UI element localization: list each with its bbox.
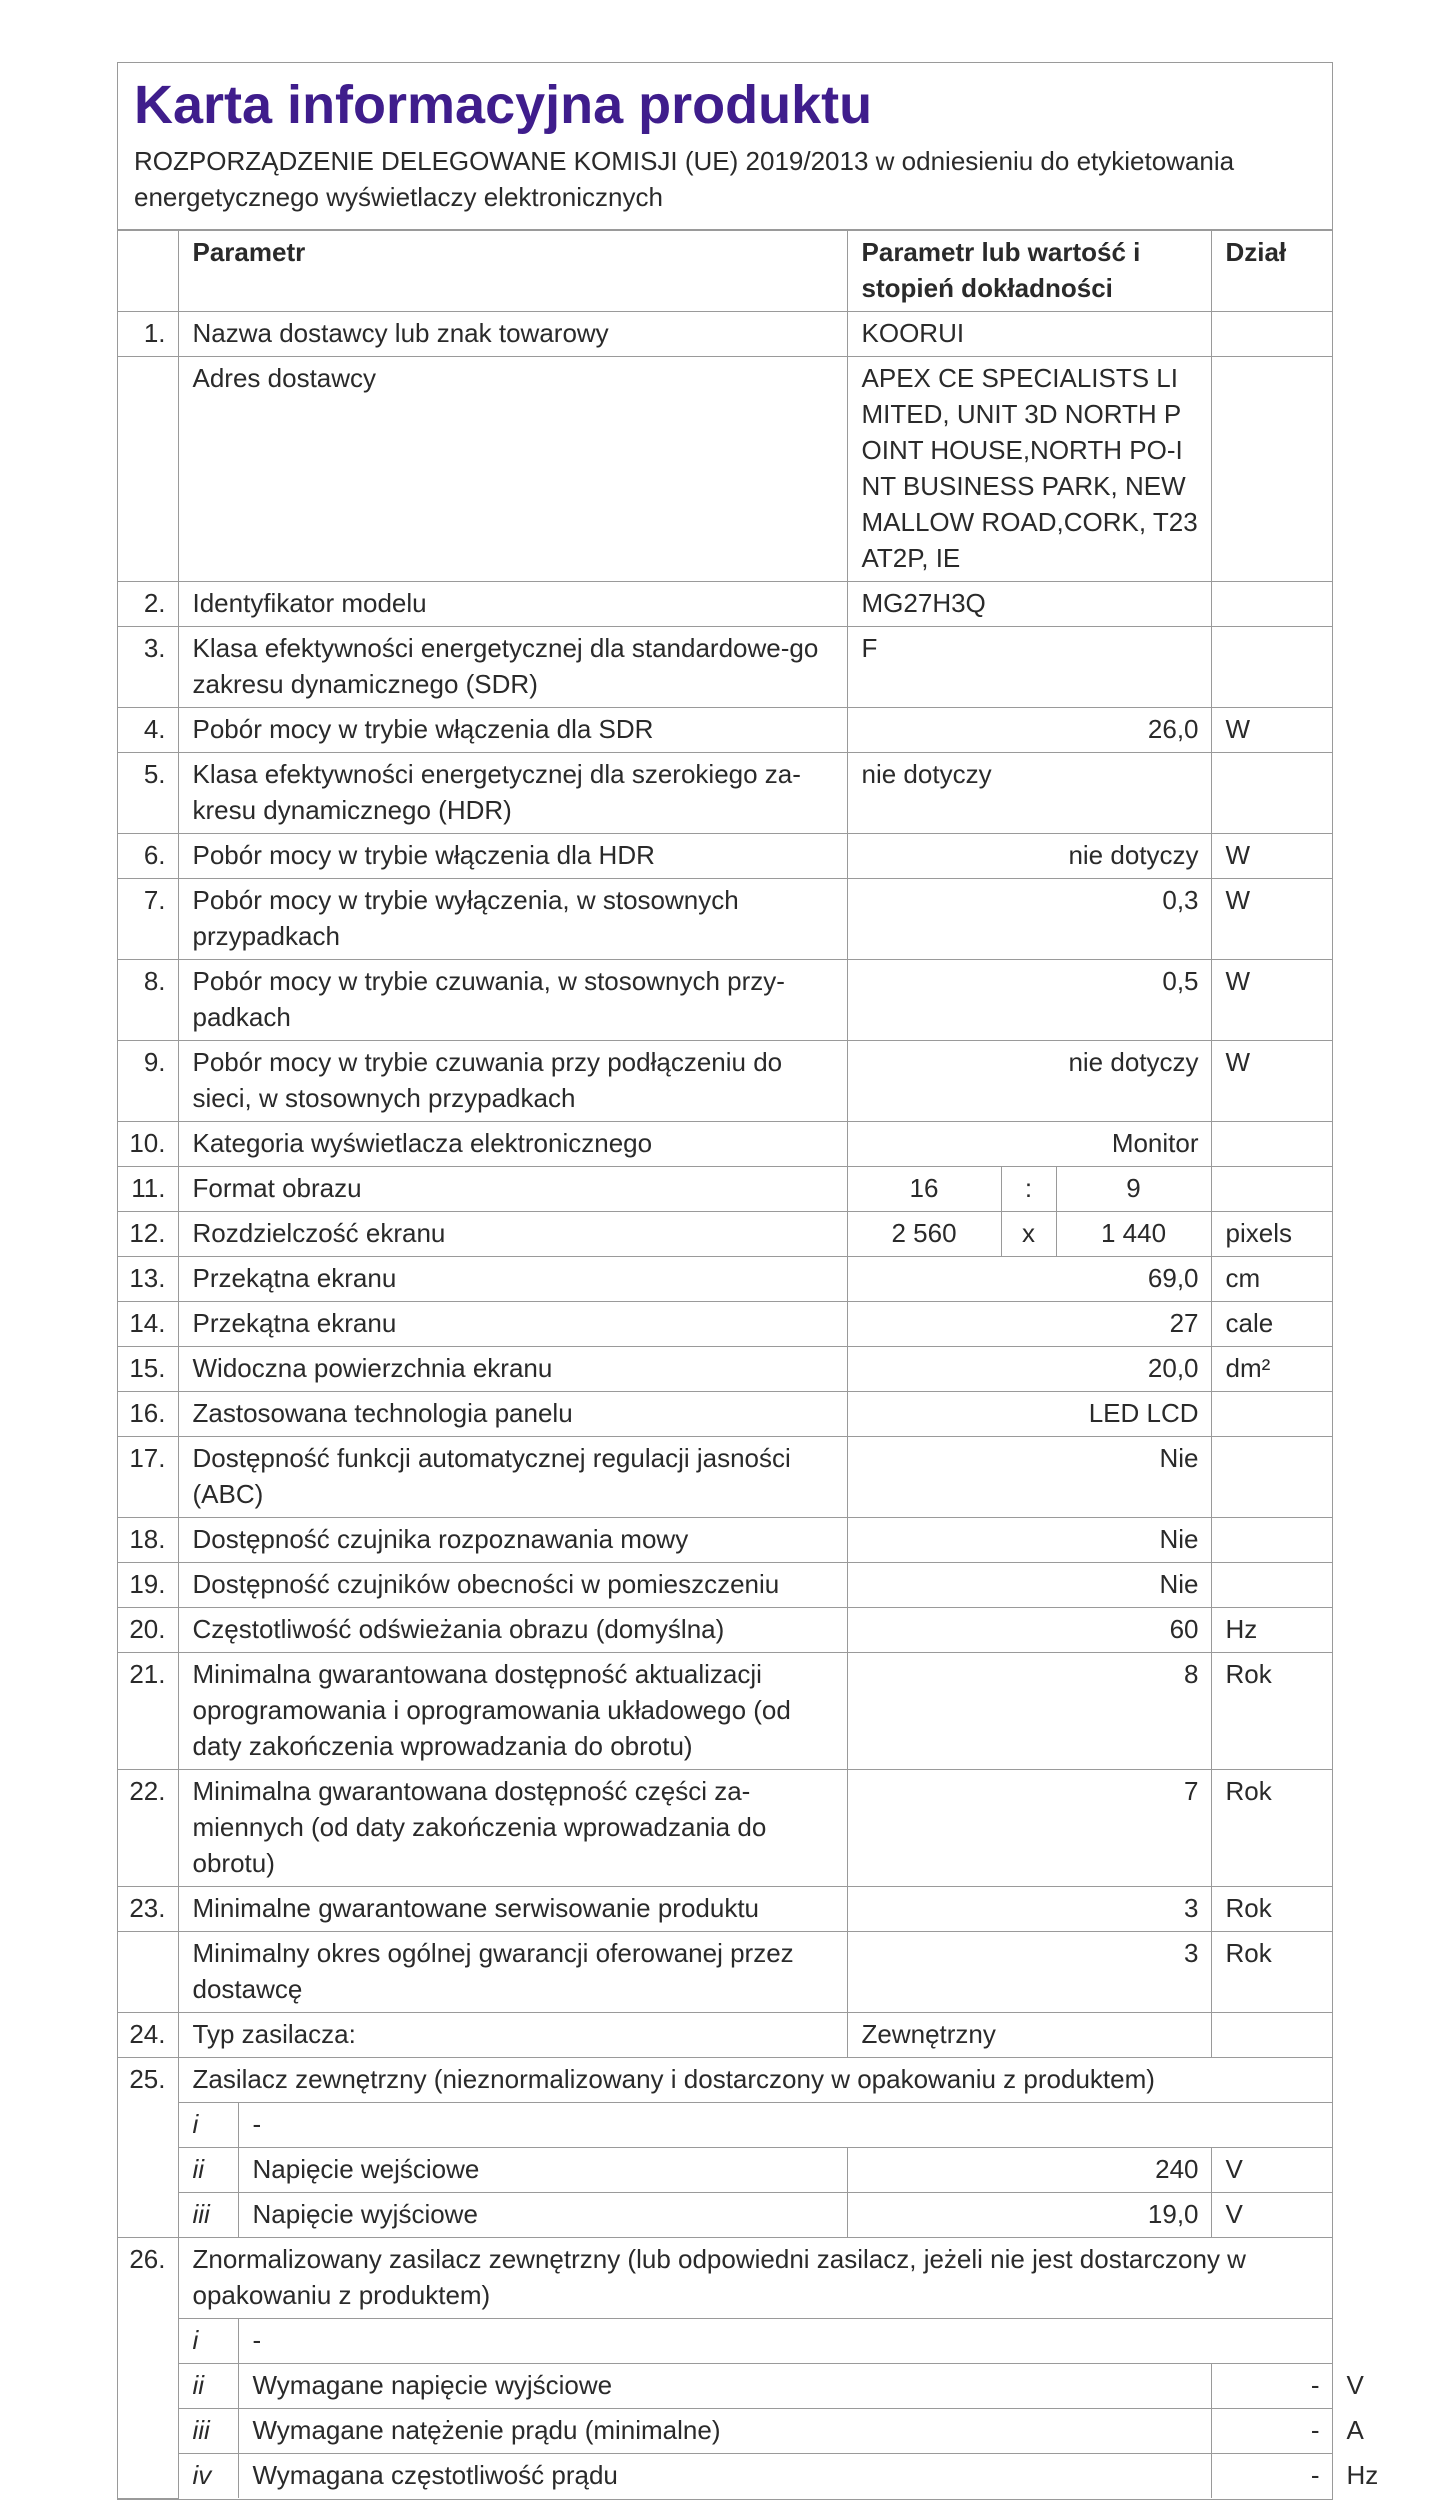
row-number: 5. xyxy=(118,753,178,834)
row-number: 25. xyxy=(118,2058,178,2238)
parameter-label: Widoczna powierzchnia ekranu xyxy=(178,1347,847,1392)
parameter-label: Pobór mocy w trybie włączenia dla HDR xyxy=(178,834,847,879)
row-number: 20. xyxy=(118,1608,178,1653)
row-number: 9. xyxy=(118,1041,178,1122)
parameter-unit: Rok xyxy=(1211,1887,1332,1932)
sub-row-label: Wymagane natężenie prądu (minimalne) xyxy=(238,2409,1211,2454)
parameter-value: Nie xyxy=(847,1437,1211,1518)
parameter-label: Minimalna gwarantowana dostępność aktualizacji oprogramowania i oprogramowania układowego (od daty zakończenia wprowadzania do obrotu) xyxy=(178,1653,847,1770)
table-row xyxy=(118,879,1332,960)
parameter-unit xyxy=(1211,1122,1332,1167)
row-number xyxy=(118,357,178,582)
parameter-value: 0,5 xyxy=(847,960,1211,1041)
table-row xyxy=(118,357,1332,582)
table-row xyxy=(118,1041,1332,1122)
parameter-label: Identyfikator modelu xyxy=(178,582,847,627)
row-number: 23. xyxy=(118,1887,178,1932)
parameter-unit xyxy=(1211,312,1332,357)
parameter-value: 27 xyxy=(847,1302,1211,1347)
sub-row-label: Wymagana częstotliwość prądu xyxy=(238,2454,1211,2499)
row-number: 12. xyxy=(118,1212,178,1257)
section-label: Znormalizowany zasilacz zewnętrzny (lub odpowiedni zasilacz, jeżeli nie jest dostarczony w opakowaniu z produktem) xyxy=(178,2238,1332,2319)
parameter-value: Nie xyxy=(847,1563,1211,1608)
aspect-ratio-separator: : xyxy=(1001,1167,1056,1212)
parameter-unit: Hz xyxy=(1211,1608,1332,1653)
parameter-label: Klasa efektywności energetycznej dla szerokiego za-kresu dynamicznego (HDR) xyxy=(178,753,847,834)
row-number: 21. xyxy=(118,1653,178,1770)
parameter-unit: dm² xyxy=(1211,1347,1332,1392)
parameter-value: 7 xyxy=(847,1770,1211,1887)
parameter-unit xyxy=(1211,1167,1332,1212)
resolution-width: 2 560 xyxy=(847,1212,1001,1257)
parameter-value: nie dotyczy xyxy=(847,1041,1211,1122)
parameter-unit: W xyxy=(1211,879,1332,960)
parameter-value: MG27H3Q xyxy=(847,582,1211,627)
parameter-unit xyxy=(1211,1437,1332,1518)
aspect-ratio-height: 9 xyxy=(1056,1167,1211,1212)
table-row xyxy=(118,708,1332,753)
parameter-value: nie dotyczy xyxy=(847,834,1211,879)
parameter-unit: W xyxy=(1211,834,1332,879)
sheet-header xyxy=(118,63,1332,230)
parameter-value: F xyxy=(847,627,1211,708)
parameter-value: LED LCD xyxy=(847,1392,1211,1437)
parameter-unit: W xyxy=(1211,960,1332,1041)
product-information-sheet xyxy=(117,62,1379,2500)
row-number: 15. xyxy=(118,1347,178,1392)
parameter-label: Zastosowana technologia panelu xyxy=(178,1392,847,1437)
resolution-height: 1 440 xyxy=(1056,1212,1211,1257)
row-number: 2. xyxy=(118,582,178,627)
sub-row xyxy=(118,2148,1332,2193)
parameter-label: Przekątna ekranu xyxy=(178,1257,847,1302)
row-number-cell xyxy=(118,231,178,312)
parameter-unit xyxy=(1211,357,1332,582)
sub-row-label: Wymagane napięcie wyjściowe xyxy=(238,2364,1211,2409)
sub-row xyxy=(118,2193,1332,2238)
parameter-label: Adres dostawcy xyxy=(178,357,847,582)
row-number: 14. xyxy=(118,1302,178,1347)
sub-row-unit: V xyxy=(1211,2193,1332,2238)
parameter-value: 8 xyxy=(847,1653,1211,1770)
sub-row-index: iii xyxy=(178,2409,238,2454)
row-number: 10. xyxy=(118,1122,178,1167)
sub-row-unit: V xyxy=(1211,2148,1332,2193)
parameter-unit: W xyxy=(1211,1041,1332,1122)
table-row xyxy=(118,1887,1332,1932)
resolution-separator: x xyxy=(1001,1212,1056,1257)
parameter-unit: W xyxy=(1211,708,1332,753)
sub-row-value: - xyxy=(1211,2364,1332,2409)
parameter-value: 69,0 xyxy=(847,1257,1211,1302)
table-row xyxy=(118,1932,1332,2013)
table-row xyxy=(118,582,1332,627)
table-row xyxy=(118,627,1332,708)
row-number: 24. xyxy=(118,2013,178,2058)
table-row xyxy=(118,1167,1332,1212)
parameter-unit xyxy=(1211,1392,1332,1437)
parameter-label: Dostępność czujnika rozpoznawania mowy xyxy=(178,1518,847,1563)
parameter-value: 3 xyxy=(847,1932,1211,2013)
parameter-value: 3 xyxy=(847,1887,1211,1932)
sub-row xyxy=(118,2319,1332,2364)
sub-row-value: 19,0 xyxy=(847,2193,1211,2238)
page-title: Karta informacyjna produktu xyxy=(134,75,873,135)
parameter-unit xyxy=(1211,2013,1332,2058)
sub-row: iii Wymagane natężenie prądu (minimalne) - A xyxy=(118,2409,1332,2454)
table-row xyxy=(118,1122,1332,1167)
parameter-label: Przekątna ekranu xyxy=(178,1302,847,1347)
table-row xyxy=(118,1608,1332,1653)
sub-row-label: - xyxy=(238,2319,1332,2364)
parameter-label: Format obrazu xyxy=(178,1167,847,1212)
table-row xyxy=(118,1437,1332,1518)
parameter-value: Zewnętrzny xyxy=(847,2013,1211,2058)
row-number: 26. xyxy=(118,2238,178,2499)
sub-row-label: - xyxy=(238,2103,1332,2148)
parameter-label: Kategoria wyświetlacza elektronicznego xyxy=(178,1122,847,1167)
table-row xyxy=(118,1257,1332,1302)
row-number: 6. xyxy=(118,834,178,879)
parameter-label: Minimalna gwarantowana dostępność części za-miennych (od daty zakończenia wprowadzania do obrotu) xyxy=(178,1770,847,1887)
row-number: 1. xyxy=(118,312,178,357)
row-number: 4. xyxy=(118,708,178,753)
parameter-value: Nie xyxy=(847,1518,1211,1563)
parameter-label: Rozdzielczość ekranu xyxy=(178,1212,847,1257)
parameter-value: Monitor xyxy=(847,1122,1211,1167)
table-row xyxy=(118,1518,1332,1563)
parameter-label: Minimalny okres ogólnej gwarancji oferowanej przez dostawcę xyxy=(178,1932,847,2013)
table-row xyxy=(118,1347,1332,1392)
row-number: 16. xyxy=(118,1392,178,1437)
parameter-unit: Rok xyxy=(1211,1932,1332,2013)
parameter-value: 60 xyxy=(847,1608,1211,1653)
parameter-value: 26,0 xyxy=(847,708,1211,753)
parameter-unit: cm xyxy=(1211,1257,1332,1302)
sub-row-label: Napięcie wyjściowe xyxy=(238,2193,847,2238)
parameter-unit: pixels xyxy=(1211,1212,1332,1257)
sub-row-index: ii xyxy=(178,2364,238,2409)
parameter-label: Częstotliwość odświeżania obrazu (domyślna) xyxy=(178,1608,847,1653)
column-header-value: Parametr lub wartość i stopień dokładności xyxy=(847,231,1211,312)
sub-row-index: i xyxy=(178,2319,238,2364)
table-row xyxy=(118,753,1332,834)
row-number: 19. xyxy=(118,1563,178,1608)
parameter-label: Dostępność funkcji automatycznej regulacji jasności (ABC) xyxy=(178,1437,847,1518)
sub-row-label: Napięcie wejściowe xyxy=(238,2148,847,2193)
parameter-label: Pobór mocy w trybie czuwania przy podłączeniu do sieci, w stosownych przypadkach xyxy=(178,1041,847,1122)
parameter-label: Nazwa dostawcy lub znak towarowy xyxy=(178,312,847,357)
parameter-label: Klasa efektywności energetycznej dla standardowe-go zakresu dynamicznego (SDR) xyxy=(178,627,847,708)
product-parameters-table xyxy=(118,230,1379,2499)
table-row xyxy=(118,1563,1332,1608)
parameter-unit: cale xyxy=(1211,1302,1332,1347)
table-header-row xyxy=(118,231,1332,312)
sub-row-index: iv xyxy=(178,2454,238,2499)
row-number: 8. xyxy=(118,960,178,1041)
parameter-value: nie dotyczy xyxy=(847,753,1211,834)
column-header-unit: Dział xyxy=(1211,231,1332,312)
table-row xyxy=(118,2238,1332,2319)
supplier-address-value: APEX CE SPECIALISTS LIMITED, UNIT 3D NORTH POINT HOUSE,NORTH PO-INT BUSINESS PARK, NEW MALLOW ROAD,CORK, T23 AT2P, IE xyxy=(847,357,1211,582)
sub-row-index: iii xyxy=(178,2193,238,2238)
sub-row-value: - xyxy=(1211,2454,1332,2499)
table-row xyxy=(118,1302,1332,1347)
sub-row: iv Wymagana częstotliwość prądu - Hz xyxy=(118,2454,1332,2499)
table-row xyxy=(118,834,1332,879)
parameter-unit xyxy=(1211,1563,1332,1608)
table-row xyxy=(118,1212,1332,1257)
sub-row-index: ii xyxy=(178,2148,238,2193)
sub-row: ii Wymagane napięcie wyjściowe - V xyxy=(118,2364,1332,2409)
parameter-label: Minimalne gwarantowane serwisowanie produktu xyxy=(178,1887,847,1932)
row-number: 3. xyxy=(118,627,178,708)
section-label: Zasilacz zewnętrzny (nieznormalizowany i dostarczony w opakowaniu z produktem) xyxy=(178,2058,1332,2103)
table-row xyxy=(118,960,1332,1041)
row-number xyxy=(118,1932,178,2013)
parameter-label: Pobór mocy w trybie włączenia dla SDR xyxy=(178,708,847,753)
table-row xyxy=(118,2058,1332,2103)
table-row xyxy=(118,2013,1332,2058)
row-number: 13. xyxy=(118,1257,178,1302)
column-header-param: Parametr xyxy=(178,231,847,312)
sub-row-index: i xyxy=(178,2103,238,2148)
row-number: 18. xyxy=(118,1518,178,1563)
table-row xyxy=(118,1392,1332,1437)
row-number: 11. xyxy=(118,1167,178,1212)
parameter-value: 0,3 xyxy=(847,879,1211,960)
parameter-label: Dostępność czujników obecności w pomieszczeniu xyxy=(178,1563,847,1608)
row-number: 22. xyxy=(118,1770,178,1887)
sub-row xyxy=(118,2103,1332,2148)
parameter-unit xyxy=(1211,582,1332,627)
sub-row-value: 240 xyxy=(847,2148,1211,2193)
parameter-value: 20,0 xyxy=(847,1347,1211,1392)
regulation-subtitle: ROZPORZĄDZENIE DELEGOWANE KOMISJI (UE) 2019/2013 w odniesieniu do etykietowania energetycznego wyświetlaczy elektronicznych xyxy=(134,146,1235,212)
parameter-label: Pobór mocy w trybie czuwania, w stosownych przy-padkach xyxy=(178,960,847,1041)
parameter-unit xyxy=(1211,627,1332,708)
parameter-value: KOORUI xyxy=(847,312,1211,357)
table-row xyxy=(118,312,1332,357)
parameter-unit: Rok xyxy=(1211,1770,1332,1887)
row-number: 17. xyxy=(118,1437,178,1518)
parameter-label: Pobór mocy w trybie wyłączenia, w stosownych przypadkach xyxy=(178,879,847,960)
row-number: 7. xyxy=(118,879,178,960)
table-row xyxy=(118,1653,1332,1770)
table-row xyxy=(118,1770,1332,1887)
parameter-label: Typ zasilacza: xyxy=(178,2013,847,2058)
aspect-ratio-width: 16 xyxy=(847,1167,1001,1212)
sub-row-value: - xyxy=(1211,2409,1332,2454)
parameter-unit: Rok xyxy=(1211,1653,1332,1770)
parameter-unit xyxy=(1211,1518,1332,1563)
parameter-unit xyxy=(1211,753,1332,834)
